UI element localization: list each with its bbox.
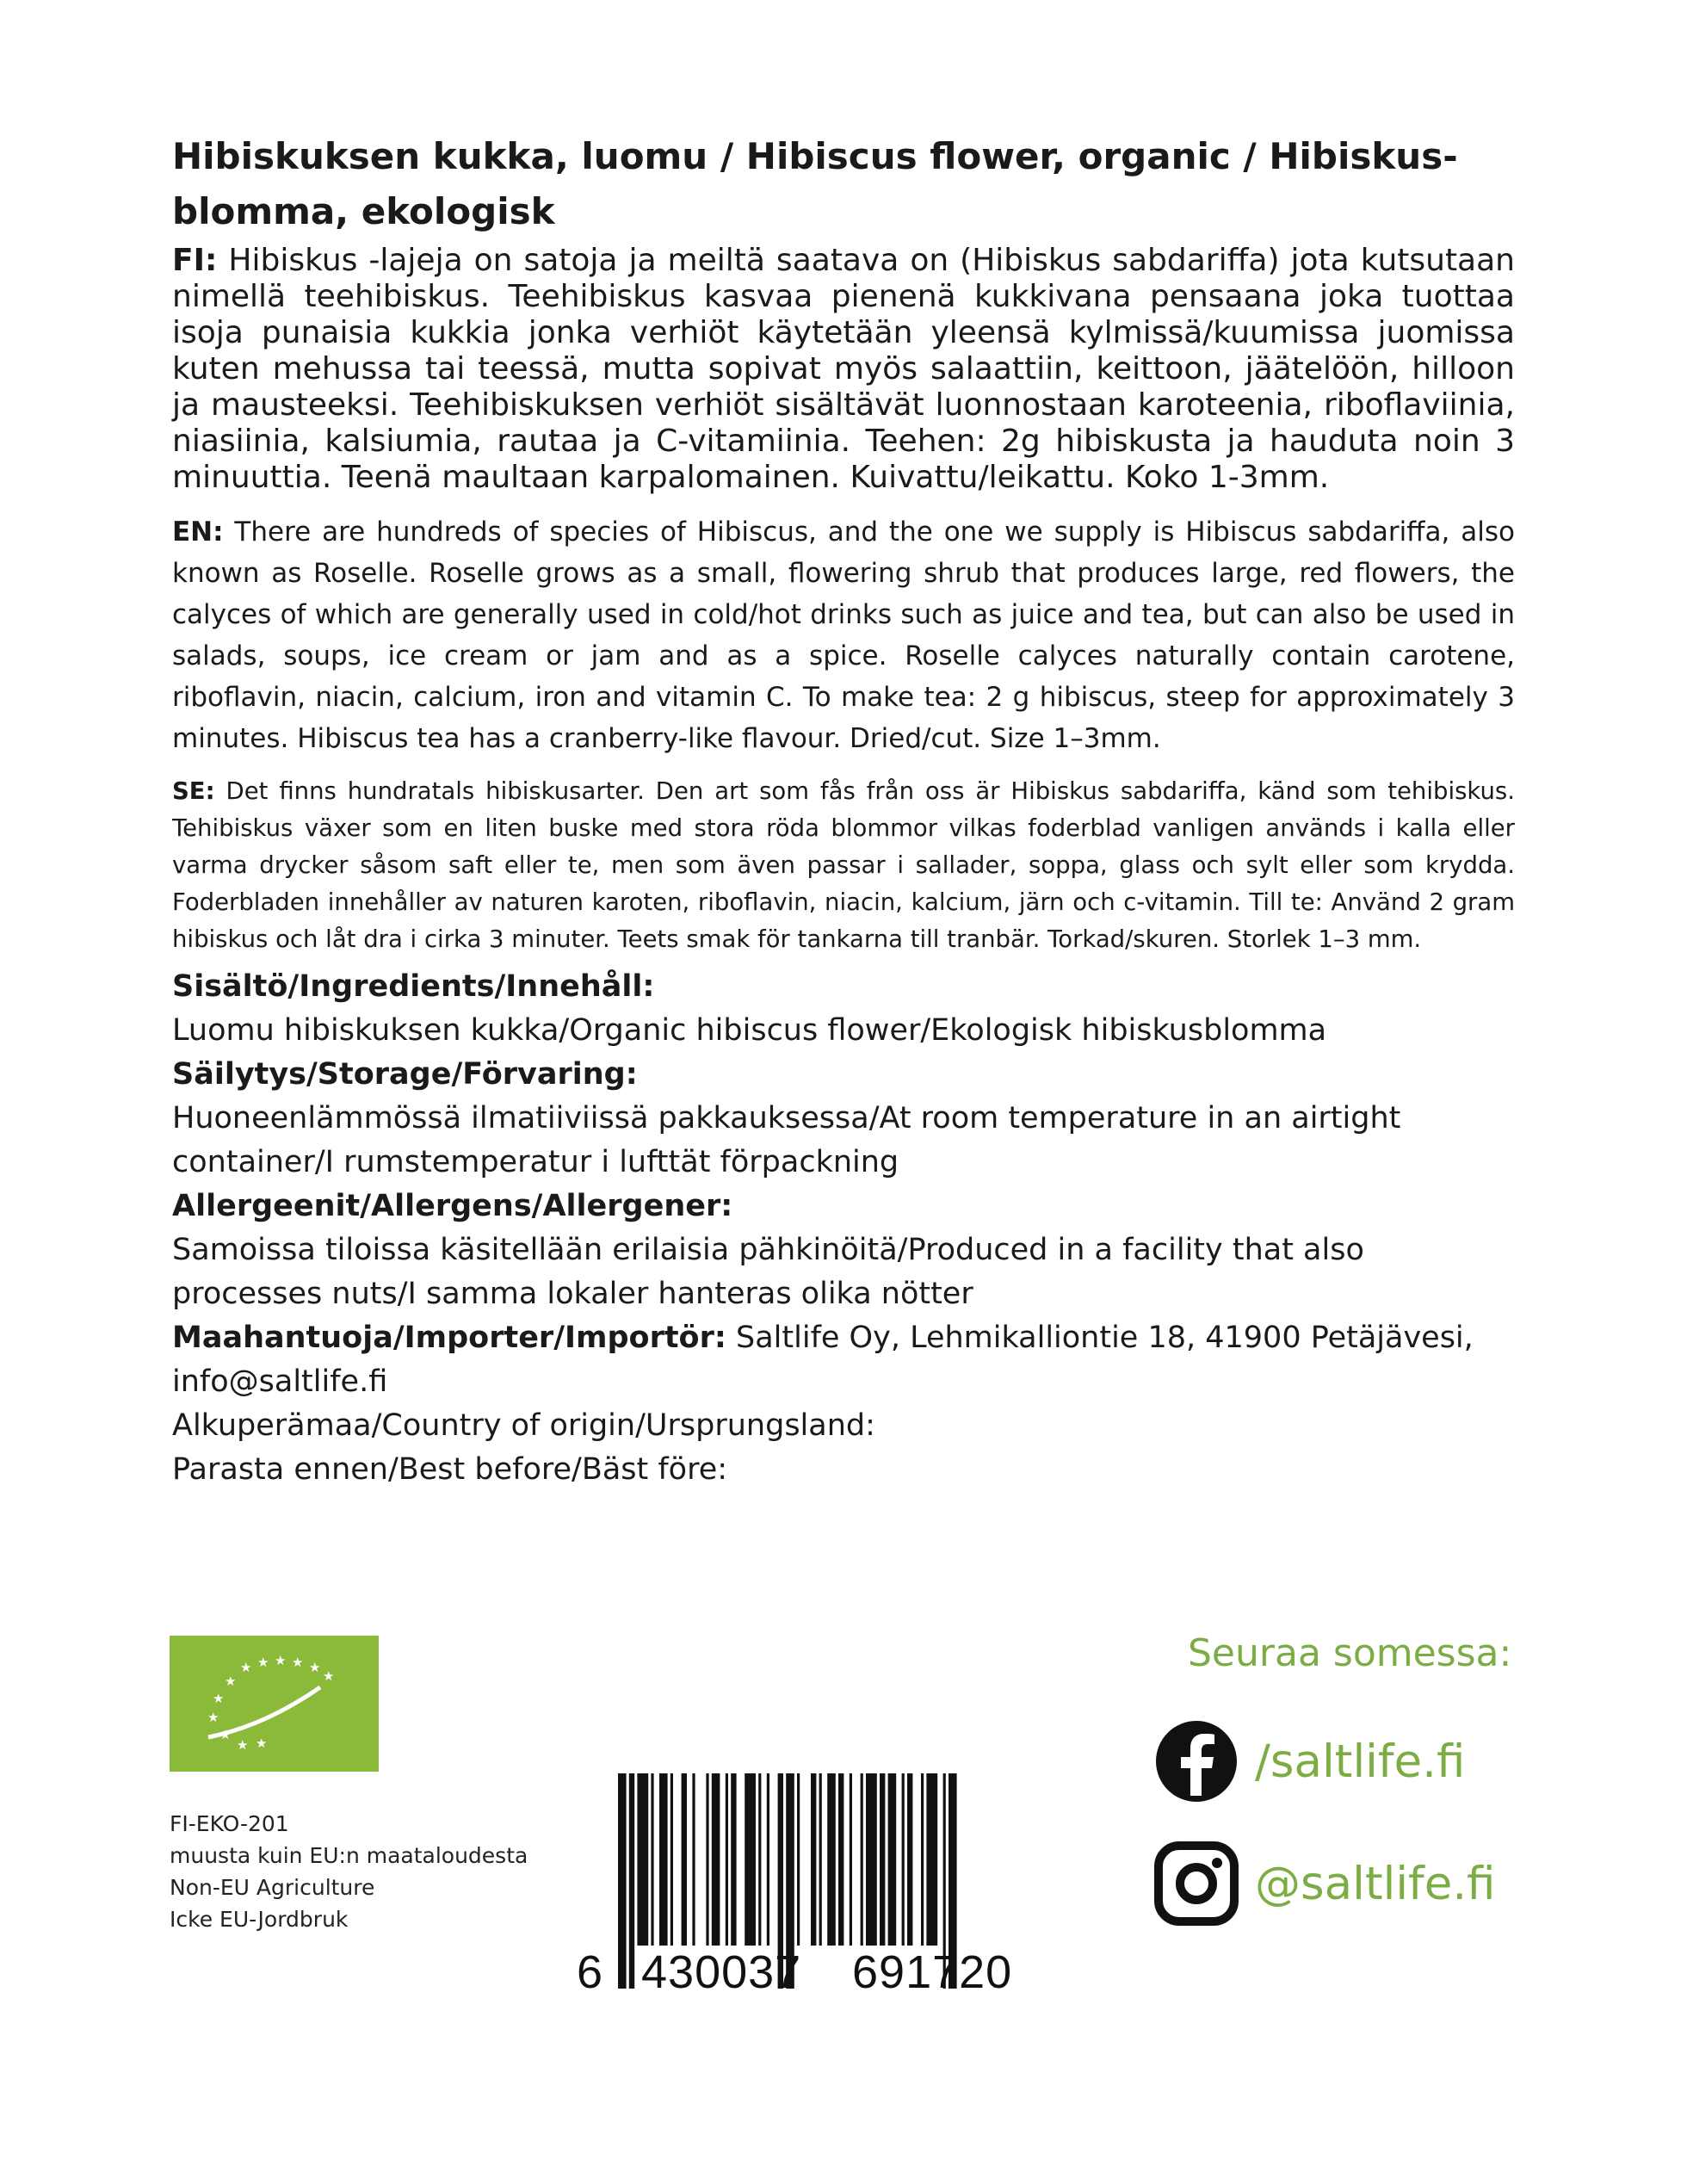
svg-text:★: ★ — [309, 1660, 321, 1675]
barcode-first-digit: 6 — [577, 1946, 604, 1998]
barcode-bar — [838, 1773, 844, 1946]
barcode-bar — [866, 1773, 877, 1946]
eu-line-2: Non-EU Agriculture — [170, 1875, 375, 1900]
fi-lead: FI: — [172, 243, 218, 278]
barcode-right-digits: 691720 — [852, 1946, 1013, 1998]
facebook-icon — [1153, 1718, 1239, 1804]
storage-heading: Säilytys/Storage/Förvaring: — [172, 1057, 638, 1092]
svg-text:★: ★ — [323, 1668, 335, 1684]
eu-line-1: muusta kuin EU:n maataloudesta — [170, 1843, 528, 1868]
english-description — [172, 511, 1515, 759]
barcode-bar — [706, 1773, 708, 1946]
facebook-row[interactable] — [1153, 1718, 1511, 1804]
svg-text:★: ★ — [237, 1737, 249, 1753]
origin-text: Alkuperämaa/Country of origin/Ursprungsland: — [172, 1408, 875, 1443]
product-label — [172, 129, 1515, 1492]
eu-organic-leaf-icon — [170, 1636, 379, 1772]
barcode-bar — [888, 1773, 897, 1946]
barcode — [568, 1773, 1050, 1998]
se-lead: SE: — [172, 777, 215, 805]
barcode-bar — [651, 1773, 653, 1946]
barcode-bar — [758, 1773, 761, 1946]
svg-text:★: ★ — [292, 1655, 304, 1670]
finnish-description — [172, 243, 1515, 496]
barcode-bar — [926, 1773, 937, 1946]
svg-text:★: ★ — [213, 1691, 225, 1706]
eu-organic-block — [170, 1636, 528, 1935]
swedish-description — [172, 773, 1515, 958]
se-text: Det finns hundratals hibiskusarter. Den art som fås från oss är Hibiskus sabdariffa, känd som tehibiskus. Tehibiskus växer som en liten buske med stora röda blommor vilkas foderblad vanligen används i kalla eller varma drycker såsom saft eller te, men som även passar i sallader, soppa, glass och sylt eller som krydda. Foderbladen innehåller av naturen karoten, riboflavin, niacin, kalcium, järn och c-vitamin. Till te: Använd 2 gram hibiskus och låt dra i cirka 3 minuter. Teets smak för tankarna till tranbär. Torkad/skuren. Storlek 1–3 mm. — [172, 777, 1515, 953]
barcode-bar — [902, 1773, 905, 1946]
barcode-bar — [811, 1773, 816, 1946]
barcode-bar — [692, 1773, 695, 1946]
svg-text:★: ★ — [207, 1710, 219, 1725]
en-lead: EN: — [172, 517, 224, 548]
barcode-bar — [827, 1773, 836, 1946]
barcode-bar — [797, 1773, 800, 1946]
social-block — [1153, 1631, 1511, 1963]
svg-text:★: ★ — [275, 1653, 287, 1668]
barcode-bar — [921, 1773, 924, 1946]
barcode-bar — [712, 1773, 720, 1946]
barcode-bar — [659, 1773, 668, 1946]
barcode-bar — [731, 1773, 736, 1946]
barcode-left-digits: 430037 — [641, 1946, 802, 1998]
importer-text: Saltlife Oy, Lehmikalliontie 18, 41900 Petäjävesi, info@saltlife.fi — [172, 1321, 1474, 1399]
barcode-bar — [861, 1773, 863, 1946]
barcode-bar — [767, 1773, 769, 1946]
product-info — [172, 965, 1515, 1492]
barcode-bar — [682, 1773, 687, 1946]
barcode-bar — [726, 1773, 728, 1946]
product-title: Hibiskuksen kukka, luomu / Hibiscus flower, organic / Hibiskus-blomma, ekologisk — [172, 135, 1458, 232]
follow-label: Seuraa somessa: — [1188, 1631, 1512, 1675]
svg-text:★: ★ — [257, 1655, 269, 1670]
storage-text: Huoneenlämmössä ilmatiiviissä pakkauksessa/At room temperature in an airtight container/I rumstemperatur i lufttät förpackning — [172, 1101, 1401, 1179]
allergens-text: Samoissa tiloissa käsitellään erilaisia pähkinöitä/Produced in a facility that also processes nuts/I samma lokaler hanteras olika nötter — [172, 1233, 1364, 1311]
best-before-text: Parasta ennen/Best before/Bäst före: — [172, 1452, 728, 1487]
barcode-bar — [907, 1773, 912, 1946]
barcode-bar — [819, 1773, 822, 1946]
allergens-heading: Allergeenit/Allergens/Allergener: — [172, 1189, 733, 1223]
barcode-bar — [637, 1773, 648, 1946]
eu-code: FI-EKO-201 — [170, 1811, 289, 1836]
svg-text:★: ★ — [219, 1727, 232, 1742]
svg-text:★: ★ — [240, 1660, 252, 1675]
eu-organic-text — [170, 1808, 528, 1935]
importer-line — [172, 1316, 1515, 1404]
instagram-handle[interactable]: @saltlife.fi — [1255, 1857, 1496, 1910]
importer-heading: Maahantuoja/Importer/Importör: — [172, 1321, 726, 1355]
en-text: There are hundreds of species of Hibiscus, and the one we supply is Hibiscus sabdariffa, also known as Roselle. Roselle grows as a small, flowering shrub that produces large, red flowers, the calyces of which are generally used in cold/hot drinks such as juice and tea, but can also be used in salads, soups, ice cream or jam and as a spice. Roselle calyces naturally contain carotene, riboflavin, niacin, calcium, iron and vitamin C. To make tea: 2 g hibiscus, steep for approximately 3 minutes. Hibiscus tea has a cranberry-like flavour. Dried/cut. Size 1–3mm. — [172, 517, 1515, 754]
ingredients-heading: Sisältö/Ingredients/Innehåll: — [172, 969, 655, 1004]
ingredients-text: Luomu hibiskuksen kukka/Organic hibiscus flower/Ekologisk hibiskusblomma — [172, 1013, 1327, 1048]
svg-text:★: ★ — [256, 1735, 268, 1751]
instagram-icon — [1153, 1841, 1239, 1927]
facebook-handle[interactable]: /saltlife.fi — [1255, 1735, 1466, 1788]
barcode-bar — [745, 1773, 756, 1946]
eu-line-3: Icke EU-Jordbruk — [170, 1907, 349, 1932]
fi-text: Hibiskus -lajeja on satoja ja meiltä saatava on (Hibiskus sabdariffa) jota kutsutaan nimellä teehibiskus. Teehibiskus kasvaa pienenä kukkivana pensaana joka tuottaa isoja punaisia kukkia jonka verhiöt käytetään yleensä kylmissä/kuumissa juomissa kuten mehussa tai teessä, mutta sopivat myös salaattiin, keittoon, jäätelöön, hilloon ja mausteeksi. Teehibiskuksen verhiöt sisältävät luonnostaan karoteenia, riboflaviinia, niasiinia, kalsiumia, rautaa ja C-vitamiinia. Teehen: 2g hibiskusta ja hauduta noin 3 minuuttia. Teenä maultaan karpalomainen. Kuivattu/leikattu. Koko 1-3mm. — [172, 243, 1515, 495]
barcode-bar — [880, 1773, 885, 1946]
instagram-row[interactable] — [1153, 1841, 1511, 1927]
barcode-bar — [629, 1773, 634, 1989]
barcode-bar — [850, 1773, 852, 1946]
svg-text:★: ★ — [225, 1674, 237, 1689]
barcode-bar — [670, 1773, 673, 1946]
barcode-bar — [618, 1773, 627, 1989]
